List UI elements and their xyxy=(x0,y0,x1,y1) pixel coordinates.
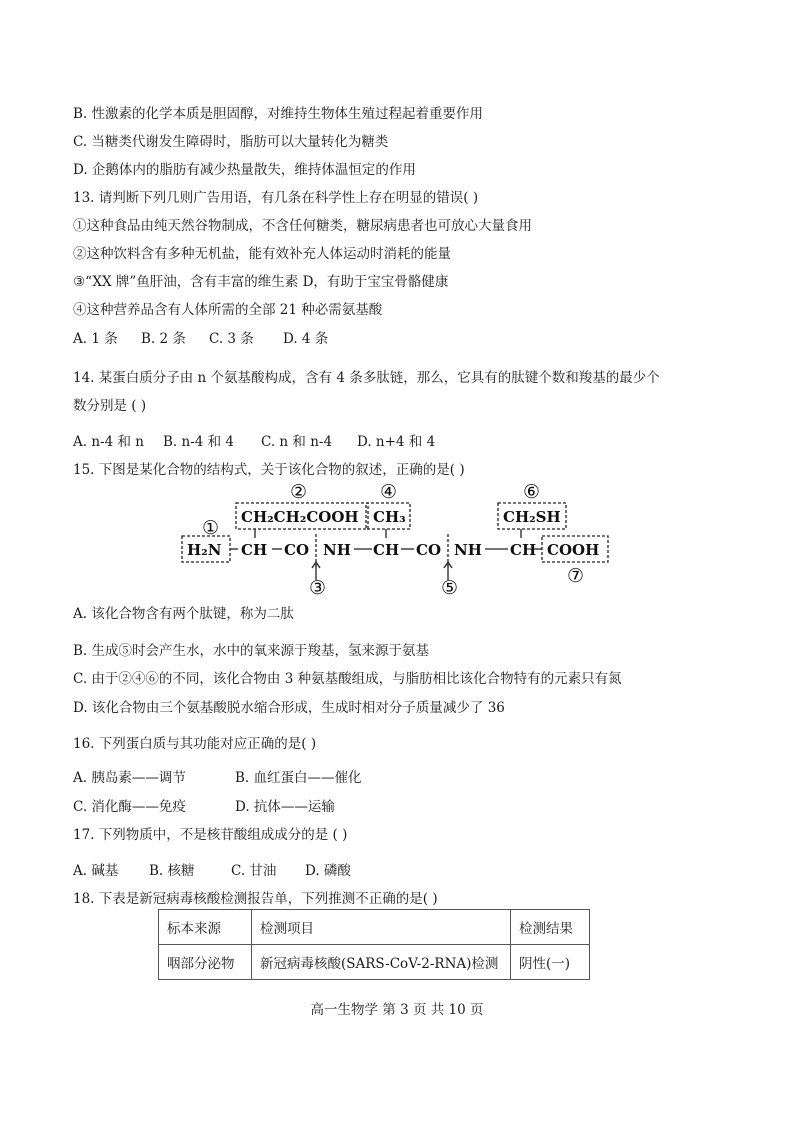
table-header-row xyxy=(159,910,590,945)
q18-stem: 18. 下表是新冠病毒核酸检测报告单，下列推测不正确的是( ) xyxy=(73,891,438,907)
backbone-nh-1: NH xyxy=(323,541,351,559)
q13-item-1: ①这种食品由纯天然谷物制成，不含任何糖类，糖尿病患者也可放心大量食用 xyxy=(73,218,532,234)
q16-stem: 16. 下列蛋白质与其功能对应正确的是( ) xyxy=(73,736,317,752)
q14-option-c: C. n 和 n-4 xyxy=(261,434,333,450)
q14-options xyxy=(73,432,435,452)
q14-option-a: A. n-4 和 n xyxy=(73,434,144,450)
q12-option-b: B. 性激素的化学本质是胆固醇，对维持生物体生殖过程起着重要作用 xyxy=(73,106,484,122)
q16-option-c: C. 消化酶——免疫 xyxy=(73,799,186,815)
marker-7: ⑦ xyxy=(567,565,585,587)
q17-option-a: A. 碱基 xyxy=(73,863,119,879)
q13-item-2: ②这种饮料含有多种无机盐，能有效补充人体运动时消耗的能量 xyxy=(73,246,451,262)
compound-structure-diagram xyxy=(180,478,620,596)
q13-option-b: B. 2 条 xyxy=(141,331,186,347)
group-4-text: CH₃ xyxy=(373,508,406,526)
marker-6: ⑥ xyxy=(523,481,541,503)
header-test-item: 检测项目 xyxy=(252,910,511,945)
page-footer: 高一生物学 第 3 页 共 10 页 xyxy=(310,1002,484,1018)
q12-option-d: D. 企鹅体内的脂肪有减少热量散失，维持体温恒定的作用 xyxy=(73,162,416,178)
q14-stem-line2: 数分别是 ( ) xyxy=(73,398,147,414)
q16-options-row2 xyxy=(73,797,335,817)
header-test-result: 检测结果 xyxy=(511,910,590,945)
marker-4: ④ xyxy=(380,481,398,503)
q16-options-row1 xyxy=(73,768,362,788)
marker-5: ⑤ xyxy=(441,577,459,596)
cell-test-item: 新冠病毒核酸(SARS-CoV-2-RNA)检测 xyxy=(252,945,511,980)
q15-option-c: C. 由于②④⑥的不同，该化合物由 3 种氨基酸组成，与脂肪相比该化合物特有的元素只有氮 xyxy=(73,671,622,687)
q13-option-a: A. 1 条 xyxy=(73,331,118,347)
q13-item-3: ③“XX 牌”鱼肝油，含有丰富的维生素 D，有助于宝宝骨骼健康 xyxy=(73,274,449,290)
backbone-nh-2: NH xyxy=(454,541,482,559)
backbone-ch-1: CH xyxy=(241,541,268,559)
q17-options xyxy=(73,861,351,881)
group-2-text: CH₂CH₂COOH xyxy=(241,508,359,526)
nucleic-acid-report-table xyxy=(158,909,590,980)
marker-1: ① xyxy=(202,517,220,539)
q17-option-d: D. 磷酸 xyxy=(305,863,351,879)
group-6-text: CH₂SH xyxy=(503,508,561,526)
q17-option-c: C. 甘油 xyxy=(231,863,277,879)
q13-item-4: ④这种营养品含有人体所需的全部 21 种必需氨基酸 xyxy=(73,302,383,318)
q16-option-d: D. 抗体——运输 xyxy=(235,799,335,815)
marker-3: ③ xyxy=(309,577,327,596)
q13-options xyxy=(73,329,328,349)
group-1-text: H₂N xyxy=(187,541,222,559)
q14-option-b: B. n-4 和 4 xyxy=(163,434,235,450)
q16-option-b: B. 血红蛋白——催化 xyxy=(235,770,362,786)
q14-option-d: D. n+4 和 4 xyxy=(357,434,436,450)
q15-stem: 15. 下图是某化合物的结构式，关于该化合物的叙述，正确的是( ) xyxy=(73,462,465,478)
backbone-co-1: CO xyxy=(284,541,310,559)
backbone-co-2: CO xyxy=(416,541,442,559)
q12-option-c: C. 当糖类代谢发生障碍时，脂肪可以大量转化为糖类 xyxy=(73,134,389,150)
cell-test-result: 阴性(一) xyxy=(511,945,590,980)
q15-option-d: D. 该化合物由三个氨基酸脱水缩合形成，生成时相对分子质量减少了 36 xyxy=(73,700,505,716)
q17-stem: 17. 下列物质中，不是核苷酸组成成分的是 ( ) xyxy=(73,827,348,843)
header-sample-source: 标本来源 xyxy=(159,910,252,945)
table-row xyxy=(159,945,590,980)
marker-2: ② xyxy=(290,481,308,503)
q13-option-c: C. 3 条 xyxy=(209,331,254,347)
group-7-text: COOH xyxy=(547,541,600,559)
q15-option-a: A. 该化合物含有两个肽键，称为二肽 xyxy=(73,606,294,622)
backbone-ch-2: CH xyxy=(373,541,400,559)
q13-option-d: D. 4 条 xyxy=(283,331,329,347)
q17-option-b: B. 核糖 xyxy=(149,863,195,879)
q15-option-b: B. 生成⑤时会产生水，水中的氧来源于羧基，氢来源于氨基 xyxy=(73,643,430,659)
q13-stem: 13. 请判断下列几则广告用语，有几条在科学性上存在明显的错误( ) xyxy=(73,190,479,206)
q16-option-a: A. 胰岛素——调节 xyxy=(73,770,186,786)
q14-stem-line1: 14. 某蛋白质分子由 n 个氨基酸构成，含有 4 条多肽链，那么，它具有的肽键个数和羧基的最少个 xyxy=(73,370,660,386)
backbone-ch-3: CH xyxy=(510,541,537,559)
cell-sample-source: 咽部分泌物 xyxy=(159,945,252,980)
